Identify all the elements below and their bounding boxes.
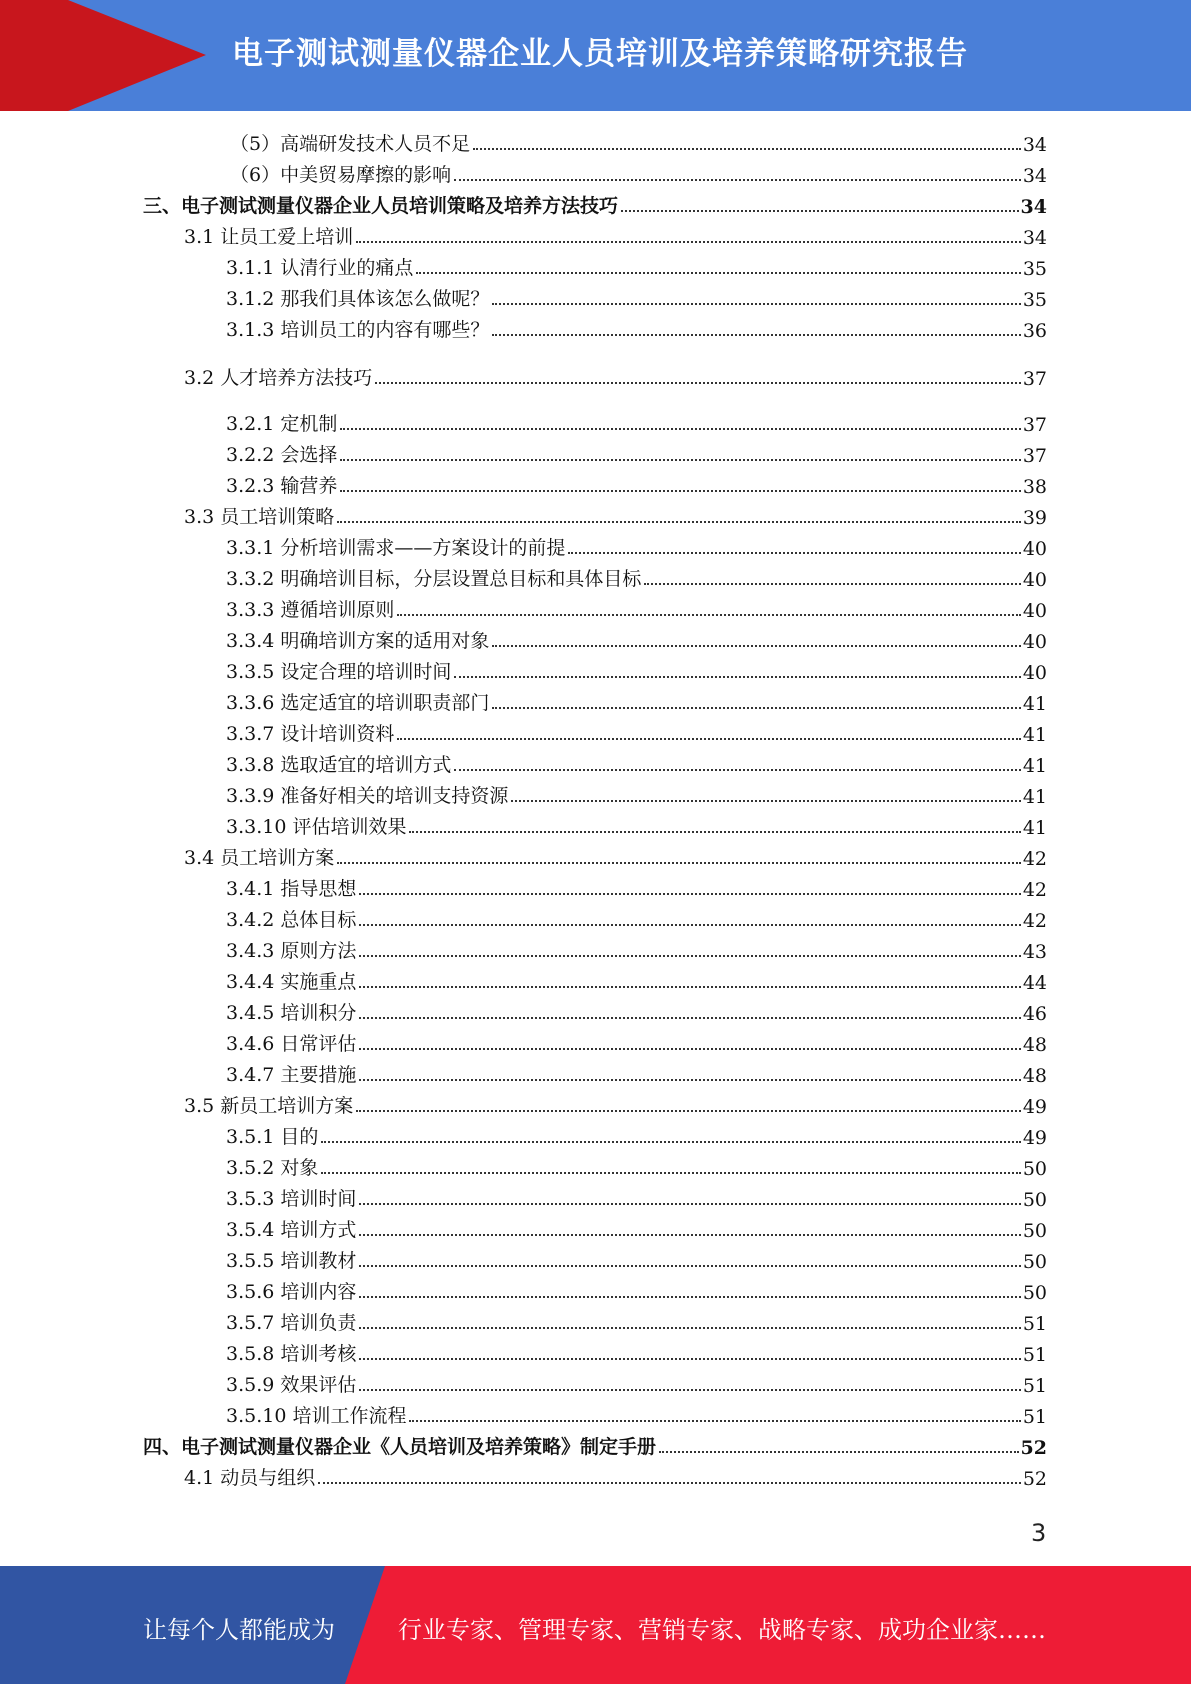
toc-entry-label: 3.5.5 培训教材 [226,1250,357,1272]
toc-dot-leader [359,1296,1020,1298]
toc-entry[interactable] [226,1338,1047,1366]
toc-entry[interactable] [226,1400,1047,1428]
toc-entry[interactable] [226,749,1047,777]
toc-entry[interactable] [226,780,1047,808]
toc-entry-label: 3.3.4 明确培训方案的适用对象 [226,630,490,652]
toc-entry-page: 41 [1022,693,1047,715]
toc-dot-leader [321,1141,1020,1143]
toc-entry-label: 3.5.4 培训方式 [226,1219,357,1241]
toc-entry[interactable] [230,128,1047,156]
toc-entry-label: 3.5.7 培训负责 [226,1312,357,1334]
toc-entry[interactable] [226,997,1047,1025]
toc-entry-page: 40 [1022,631,1047,653]
toc-entry-label: 3.4.3 原则方法 [226,940,357,962]
toc-dot-leader [397,738,1020,740]
header-banner [0,0,1191,111]
toc-entry[interactable] [226,470,1047,498]
toc-dot-leader [359,1017,1020,1019]
toc-entry-page: 36 [1022,320,1047,342]
toc-entry[interactable] [226,1307,1047,1335]
toc-entry[interactable] [226,1152,1047,1180]
toc-entry[interactable] [184,1090,1047,1118]
toc-entry-page: 44 [1022,972,1047,994]
toc-entry-page: 40 [1022,600,1047,622]
toc-entry-label: （5）高端研发技术人员不足 [230,133,471,155]
toc-entry-page: 35 [1022,258,1047,280]
toc-entry-page: 51 [1022,1344,1047,1366]
toc-dot-leader [659,1451,1019,1453]
toc-entry-label: 3.2 人才培养方法技巧 [184,367,373,389]
footer-banner [0,1566,1191,1684]
toc-dot-leader [318,1482,1021,1484]
toc-entry-label: 4.1 动员与组织 [184,1467,316,1489]
toc-entry[interactable] [226,283,1047,311]
toc-entry-label: 3.3.1 分析培训需求——方案设计的前提 [226,537,566,559]
toc-dot-leader [359,1048,1020,1050]
toc-entry-label: 3.5.2 对象 [226,1157,319,1179]
toc-entry[interactable] [226,252,1047,280]
toc-dot-leader [359,893,1020,895]
header-red-block [0,0,68,111]
toc-entry[interactable] [184,501,1047,529]
toc-entry-page: 40 [1022,662,1047,684]
footer-blue-slant [345,1566,385,1684]
toc-entry[interactable] [230,159,1047,187]
toc-entry[interactable] [184,842,1047,870]
toc-entry[interactable] [226,408,1047,436]
toc-entry-page: 42 [1022,879,1047,901]
toc-entry[interactable] [226,1183,1047,1211]
toc-entry[interactable] [226,873,1047,901]
toc-dot-leader [340,490,1020,492]
toc-entry-label: 3.3.3 遵循培训原则 [226,599,395,621]
toc-dot-leader [359,1079,1020,1081]
toc-entry-label: 3.3 员工培训策略 [184,506,335,528]
toc-entry-page: 50 [1022,1220,1047,1242]
toc-entry[interactable] [143,190,1047,218]
toc-entry-page: 50 [1022,1189,1047,1211]
toc-entry-page: 51 [1022,1406,1047,1428]
toc-entry-label: 3.5.3 培训时间 [226,1188,357,1210]
toc-entry-page: 41 [1022,786,1047,808]
toc-entry-label: 3.3.6 选定适宜的培训职责部门 [226,692,490,714]
toc-entry-label: 3.5.10 培训工作流程 [226,1405,407,1427]
toc-entry-page: 34 [1022,227,1047,249]
toc-entry-label: 3.5.8 培训考核 [226,1343,357,1365]
toc-entry[interactable] [226,1028,1047,1056]
toc-entry-label: 3.4.4 实施重点 [226,971,357,993]
toc-dot-leader [454,676,1020,678]
toc-entry-label: 3.4.1 指导思想 [226,878,357,900]
toc-dot-leader [359,1327,1020,1329]
toc-entry[interactable] [226,811,1047,839]
toc-entry-page: 50 [1022,1158,1047,1180]
toc-dot-leader [492,334,1020,336]
toc-entry-label: 3.5.1 目的 [226,1126,319,1148]
toc-entry-page: 48 [1022,1065,1047,1087]
toc-dot-leader [359,924,1020,926]
toc-entry-page: 48 [1022,1034,1047,1056]
toc-dot-leader [397,614,1020,616]
toc-entry[interactable] [226,656,1047,684]
toc-entry[interactable] [226,1059,1047,1087]
toc-entry-page: 41 [1022,724,1047,746]
toc-entry-page: 40 [1022,538,1047,560]
toc-entry-label: （6）中美贸易摩擦的影响 [230,164,452,186]
toc-entry-page: 34 [1020,196,1047,218]
toc-dot-leader [359,1203,1020,1205]
toc-entry-label: 3.1 让员工爱上培训 [184,226,354,248]
toc-entry[interactable] [226,966,1047,994]
toc-entry-page: 50 [1022,1251,1047,1273]
toc-entry-label: 3.2.3 输营养 [226,475,338,497]
toc-entry-page: 41 [1022,817,1047,839]
toc-entry[interactable] [226,1245,1047,1273]
toc-entry-page: 52 [1020,1437,1047,1459]
toc-entry-page: 51 [1022,1375,1047,1397]
toc-entry-label: 3.3.7 设计培训资料 [226,723,395,745]
toc-dot-leader [359,1358,1020,1360]
toc-dot-leader [321,1172,1020,1174]
toc-entry-page: 49 [1022,1096,1047,1118]
toc-entry-page: 42 [1022,910,1047,932]
toc-entry[interactable] [226,1276,1047,1304]
toc-dot-leader [621,210,1019,212]
toc-entry-page: 46 [1022,1003,1047,1025]
toc-entry-page: 43 [1022,941,1047,963]
toc-dot-leader [337,521,1021,523]
footer-slogan-left: 让每个人都能成为 [143,1616,335,1644]
toc-entry-label: 3.5.6 培训内容 [226,1281,357,1303]
toc-entry-label: 3.3.5 设定合理的培训时间 [226,661,452,683]
toc-entry-label: 3.5.9 效果评估 [226,1374,357,1396]
toc-entry[interactable] [226,532,1047,560]
toc-entry-label: 3.3.8 选取适宜的培训方式 [226,754,452,776]
toc-dot-leader [492,645,1020,647]
toc-entry[interactable] [226,1214,1047,1242]
toc-entry[interactable] [226,687,1047,715]
toc-entry[interactable] [184,362,1047,390]
toc-entry-label: 3.4.2 总体目标 [226,909,357,931]
toc-dot-leader [644,583,1020,585]
toc-dot-leader [356,1110,1021,1112]
page-number: 3 [1031,1519,1047,1547]
toc-entry-page: 37 [1022,445,1047,467]
toc-entry[interactable] [226,718,1047,746]
toc-entry-label: 3.3.9 准备好相关的培训支持资源 [226,785,509,807]
toc-dot-leader [359,1389,1020,1391]
toc-entry-page: 49 [1022,1127,1047,1149]
toc-dot-leader [337,862,1021,864]
toc-entry[interactable] [226,625,1047,653]
toc-dot-leader [375,382,1021,384]
toc-entry-label: 3.4.5 培训积分 [226,1002,357,1024]
toc-entry[interactable] [184,221,1047,249]
toc-entry-label: 三、电子测试测量仪器企业人员培训策略及培养方法技巧 [143,195,619,217]
toc-entry-label: 3.2.2 会选择 [226,444,338,466]
toc-dot-leader [359,1234,1020,1236]
toc-entry-page: 34 [1022,134,1047,156]
toc-entry[interactable] [226,563,1047,591]
toc-entry[interactable] [143,1431,1047,1459]
toc-entry-page: 42 [1022,848,1047,870]
toc-dot-leader [409,831,1020,833]
toc-entry[interactable] [226,904,1047,932]
toc-entry-page: 34 [1022,165,1047,187]
toc-dot-leader [454,179,1021,181]
toc-dot-leader [359,1265,1020,1267]
toc-entry-page: 40 [1022,569,1047,591]
toc-entry[interactable] [226,439,1047,467]
toc-dot-leader [409,1420,1020,1422]
toc-entry[interactable] [226,314,1047,342]
toc-entry[interactable] [226,935,1047,963]
toc-dot-leader [492,303,1020,305]
toc-dot-leader [454,769,1020,771]
toc-entry-label: 3.5 新员工培训方案 [184,1095,354,1117]
toc-entry-page: 50 [1022,1282,1047,1304]
toc-dot-leader [340,459,1020,461]
toc-entry-page: 37 [1022,368,1047,390]
toc-entry-page: 39 [1022,507,1047,529]
header-red-arrow-icon [68,0,206,111]
toc-dot-leader [511,800,1020,802]
toc-entry-page: 41 [1022,755,1047,777]
toc-entry-label: 3.1.3 培训员工的内容有哪些？ [226,319,490,341]
toc-entry-label: 四、电子测试测量仪器企业《人员培训及培养策略》制定手册 [143,1436,657,1458]
toc-entry[interactable] [184,1462,1047,1490]
toc-dot-leader [340,428,1020,430]
toc-entry[interactable] [226,594,1047,622]
toc-dot-leader [416,272,1020,274]
toc-entry[interactable] [226,1121,1047,1149]
toc-entry-label: 3.3.10 评估培训效果 [226,816,407,838]
toc-entry-label: 3.2.1 定机制 [226,413,338,435]
toc-dot-leader [356,241,1021,243]
toc-entry-label: 3.4.7 主要措施 [226,1064,357,1086]
toc-entry-label: 3.4.6 日常评估 [226,1033,357,1055]
toc-entry-label: 3.1.2 那我们具体该怎么做呢？ [226,288,490,310]
toc-dot-leader [568,552,1020,554]
toc-entry-page: 38 [1022,476,1047,498]
footer-slogan-right: 行业专家、管理专家、营销专家、战略专家、成功企业家…… [398,1616,1046,1644]
toc-entry-label: 3.4 员工培训方案 [184,847,335,869]
toc-entry-page: 37 [1022,414,1047,436]
toc-dot-leader [359,986,1020,988]
report-title: 电子测试测量仪器企业人员培训及培养策略研究报告 [232,36,968,72]
toc-entry-page: 35 [1022,289,1047,311]
toc-entry-page: 52 [1022,1468,1047,1490]
toc-entry-label: 3.3.2 明确培训目标，分层设置总目标和具体目标 [226,568,642,590]
toc-entry-label: 3.1.1 认清行业的痛点 [226,257,414,279]
toc-dot-leader [359,955,1020,957]
toc-entry[interactable] [226,1369,1047,1397]
toc-entry-page: 51 [1022,1313,1047,1335]
toc-dot-leader [473,148,1021,150]
toc-dot-leader [492,707,1020,709]
